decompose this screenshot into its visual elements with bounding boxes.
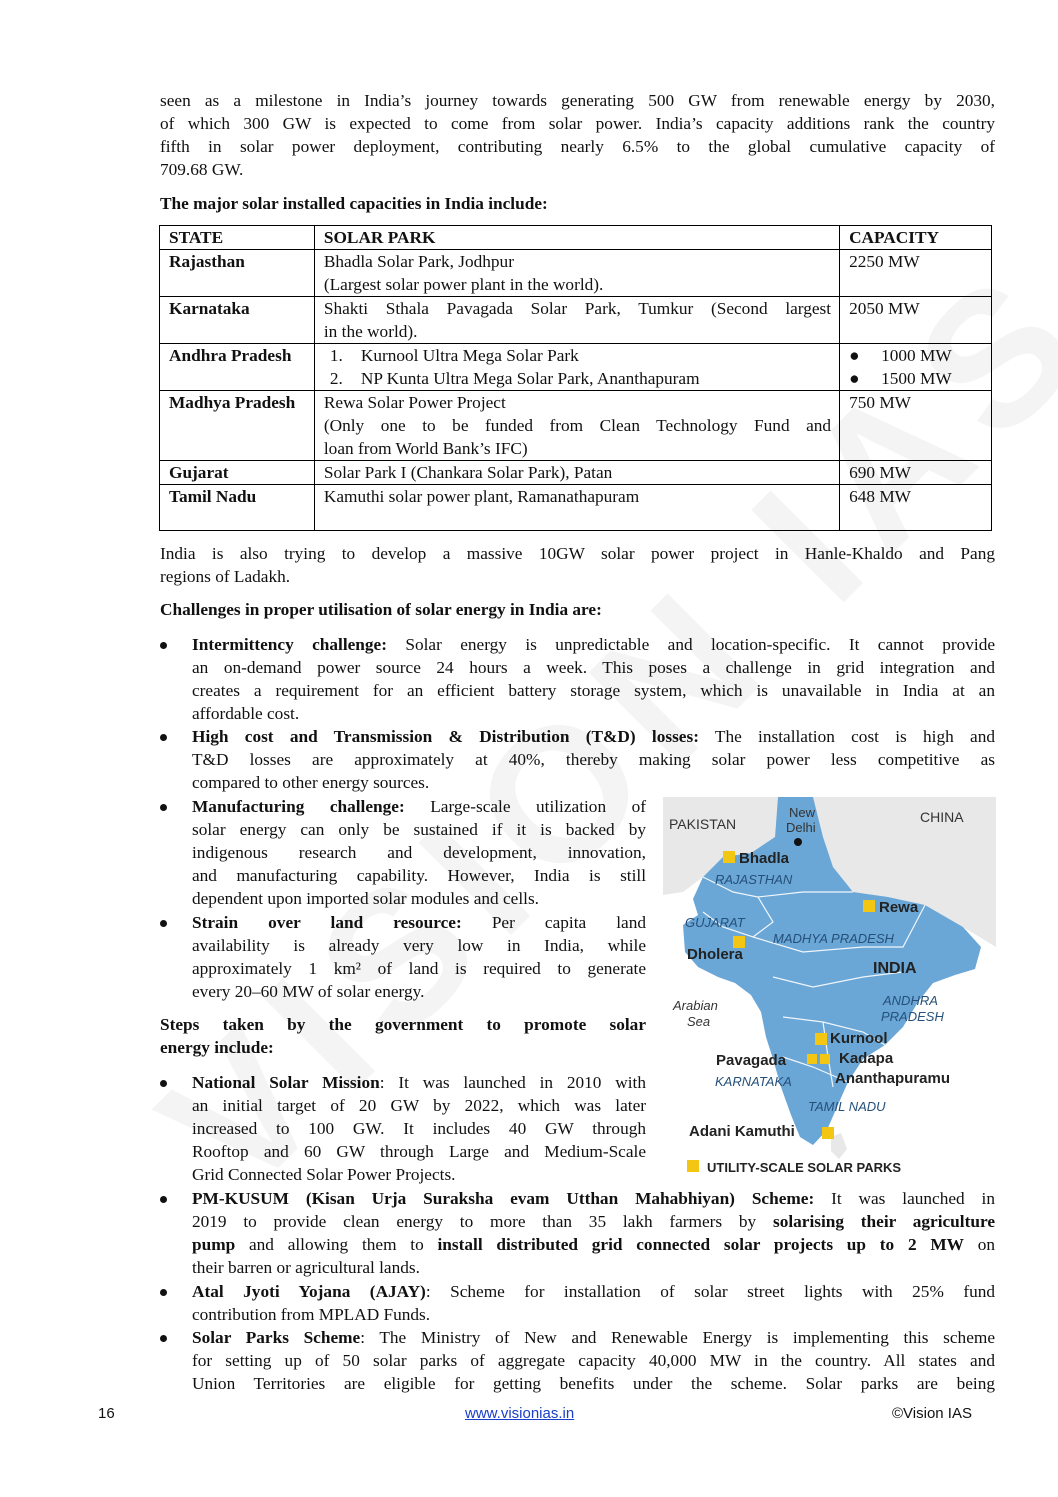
label-rewa: Rewa	[879, 899, 919, 916]
label-andhra-2: PRADESH	[881, 1009, 944, 1024]
park-cell: Kamuthi solar power plant, Ramanathapuram	[314, 485, 839, 531]
document-page: seen as a milestone in India’s journey towards generating 500 GW from renewable energy by 2030, of which 300 GW is expected to come from solar power. India’s capacity additions rank the country fifth in solar power deployment, contributing nearly 6.5% to the global cumulative capacity of 709.68 GW. The major solar installed capacities in India include: STATE SOLAR PARK CAPACITY Rajasthan Bhadla Solar Park, Jodhpur (Largest solar power plant in the world). 2250 MW Karnataka Shakti Sthala Pavagada Solar Park, Tumkur (Second largest in the world). 2050 MW Andhra Pradesh 1. Kurnool Ultra Mega Solar Park 2. NP Kunta Ultra Mega Solar Park, Ananthapuram ● 1000 MW ● 1500 MW Madhya Pradesh Rewa Solar Power Project (Only one to be funded from Clean Technology Fund and loan from World Bank’s IFC) 750 MW Gujarat Solar Park I (Chankara Solar Park), Patan 690 MW Tamil Nadu Kamuthi solar power plant, Ramanathapuram 648 MW India is also trying to develop a massive 10GW solar power project in Hanle-Khaldo and Pang regions of Ladakh. Challenges in proper utilisation of solar energy in India are: Intermittency challenge: Solar energy is unpredictable and location-specific. It cannot provide an on-demand power source 24 hours a week. This poses a challenge in grid integration and creates a requirement for an efficient battery storage system, which is unavailable in India at an affordable cost. High cost and Transmission & Distribution (T&D) losses: The installation cost is high and T&D losses are approximately at 40%, thereby making solar power less competitive as compared to other energy sources. Manufacturing challenge: Large-scale utilization of solar energy can only be sustained if it is backed by indigenous research and development, innovation, and manufacturing capability. However, India is still dependent upon imported solar modules and cells. Strain over land resource: Per capita land availability is already very low in India, while approximately 1 km² of land is required to generate every 20–60 MW of solar energy. Steps taken by the government to promote solar energy include: National Solar Mission: It was launched in 2010 with an initial target of 20 GW by 2022, which was later increased to 100 GW. It includes 40 GW through Rooftop and 60 GW through Large and Medium-Scale Grid Connected Solar Power Projects. PM-KUSUM (Kisan Urja Suraksha evam Utthan Mahabhiyan) Scheme: It was launched in 2019 to provide clean energy to more than 35 lakh farmers by solarising their agriculture pump and allowing them to install distributed grid connected solar projects up to 2 MW on their barren or agricultural lands. Atal Jyoti Yojana (AJAY): Scheme for installation of solar street lights with 25% fund contribution from MPLAD Funds. Solar Parks Scheme: The Ministry of New and Renewable Energy is implementing this scheme for setting up of 50 solar parks of aggregate capacity 40,000 MW in the country. All states and Union Territories are eligible for getting benefits under the scheme. Solar parks are being PAKISTAN CHINA New Delhi Arabian Sea Bhadla Rewa Dholera INDIA Kurnool Pavagada Kadapa Ananthapuramu Adani Kamuthi UTILITY-SCALE SOLAR PARKS RAJASTHAN GUJARAT MADHYA PRADESH ANDHRA PRADESH KARNATAKA TAMIL NADU 16 www.visionias.in ©Vision IAS	[98, 91, 996, 1422]
bullet-icon	[160, 1335, 167, 1342]
challenges-heading: Challenges in proper utilisation of solar energy in India are:	[160, 600, 602, 619]
label-gujarat: GUJARAT	[685, 915, 745, 930]
label-arabian-1: Arabian	[673, 998, 718, 1013]
footer-link-wrap	[465, 1405, 574, 1422]
label-india: INDIA	[873, 960, 917, 977]
table-row	[160, 344, 992, 391]
label-dholera: Dholera	[687, 946, 743, 963]
park-cell: Bhadla Solar Park, Jodhpur (Largest solar power plant in the world).	[314, 250, 839, 297]
label-kadapa: Kadapa	[839, 1050, 894, 1067]
state-cell: Gujarat	[160, 461, 315, 485]
state-cell: Rajasthan	[160, 250, 315, 297]
text-line: fifth in solar power deployment, contributing nearly 6.5% to the global cumulative capacity of	[160, 137, 995, 156]
kadapa-marker	[820, 1054, 830, 1064]
label-kurnool: Kurnool	[830, 1030, 888, 1047]
label-pakistan: PAKISTAN	[669, 816, 737, 832]
table-heading: The major solar installed capacities in India include:	[160, 194, 548, 213]
page-number: 16	[98, 1405, 115, 1422]
park-cell: Shakti Sthala Pavagada Solar Park, Tumkur (Second largest in the world).	[314, 297, 839, 344]
table-header-row	[160, 226, 992, 250]
table-row	[160, 461, 992, 485]
park-cell: 1. Kurnool Ultra Mega Solar Park 2. NP Kunta Ultra Mega Solar Park, Ananthapuram	[314, 344, 839, 391]
table-row	[160, 391, 992, 461]
capacity-cell: 2050 MW	[840, 297, 992, 344]
label-madhya-pradesh: MADHYA PRADESH	[773, 931, 894, 946]
label-rajasthan: RAJASTHAN	[715, 872, 793, 887]
label-new-delhi-1: New	[789, 805, 816, 820]
text-line: seen as a milestone in India’s journey towards generating 500 GW from renewable energy by 2030,	[160, 91, 995, 110]
new-delhi-dot	[794, 838, 802, 846]
state-cell: Karnataka	[160, 297, 315, 344]
capacity-cell: ● 1000 MW ● 1500 MW	[840, 344, 992, 391]
copyright: ©Vision IAS	[892, 1405, 972, 1422]
label-pavagada: Pavagada	[716, 1052, 787, 1069]
label-karnataka: KARNATAKA	[715, 1074, 792, 1089]
bullet-icon	[160, 734, 167, 741]
park-cell: Solar Park I (Chankara Solar Park), Patan	[314, 461, 839, 485]
header-state: STATE	[160, 226, 315, 250]
park-cell: Rewa Solar Power Project (Only one to be funded from Clean Technology Fund and loan from World Bank’s IFC)	[314, 391, 839, 461]
website-link[interactable]: www.visionias.in	[465, 1405, 575, 1422]
label-new-delhi-2: Delhi	[786, 820, 816, 835]
header-capacity: CAPACITY	[840, 226, 992, 250]
ladakh-paragraph	[160, 542, 995, 588]
table-row	[160, 250, 992, 297]
capacity-cell: 750 MW	[840, 391, 992, 461]
header-solar-park: SOLAR PARK	[314, 226, 839, 250]
bullet-icon	[160, 920, 167, 927]
pavagada-marker	[807, 1054, 817, 1064]
bullet-icon	[160, 1080, 167, 1087]
bullet-icon	[160, 804, 167, 811]
text-line: of which 300 GW is expected to come from solar power. India’s capacity additions rank the country	[160, 114, 995, 133]
label-china: CHINA	[920, 809, 964, 825]
state-cell: Tamil Nadu	[160, 485, 315, 531]
table-row	[160, 485, 992, 531]
india-solar-parks-map	[663, 797, 996, 1180]
steps-heading: Steps taken by the government to promote solar energy include:	[160, 1015, 646, 1057]
solar-capacity-table	[159, 225, 992, 531]
label-ananthapuramu: Ananthapuramu	[835, 1070, 951, 1087]
state-cell: Madhya Pradesh	[160, 391, 315, 461]
state-cell: Andhra Pradesh	[160, 344, 315, 391]
capacity-cell: 2250 MW	[840, 250, 992, 297]
text-line: regions of Ladakh.	[160, 567, 291, 586]
intro-paragraph	[160, 89, 995, 181]
label-andhra-1: ANDHRA	[883, 993, 938, 1008]
label-arabian-2: Sea	[687, 1014, 711, 1029]
bhadla-marker	[723, 851, 735, 863]
label-adani-kamuthi: Adani Kamuthi	[689, 1123, 795, 1140]
capacity-cell: 690 MW	[840, 461, 992, 485]
label-tamil-nadu: TAMIL NADU	[808, 1099, 886, 1114]
bullet-icon	[160, 642, 167, 649]
bullet-icon	[160, 1196, 167, 1203]
text-line: 709.68 GW.	[160, 160, 244, 179]
capacity-cell: 648 MW	[840, 485, 992, 531]
text-line: India is also trying to develop a massive 10GW solar power project in Hanle-Khaldo and Pang	[160, 544, 995, 563]
rewa-marker	[863, 900, 875, 912]
kamuthi-marker	[822, 1127, 834, 1139]
bullet-icon	[160, 1289, 167, 1296]
legend-marker	[687, 1160, 699, 1172]
table-row	[160, 297, 992, 344]
label-bhadla: Bhadla	[739, 850, 790, 867]
kurnool-marker	[815, 1033, 827, 1045]
label-legend: UTILITY-SCALE SOLAR PARKS	[707, 1160, 902, 1175]
